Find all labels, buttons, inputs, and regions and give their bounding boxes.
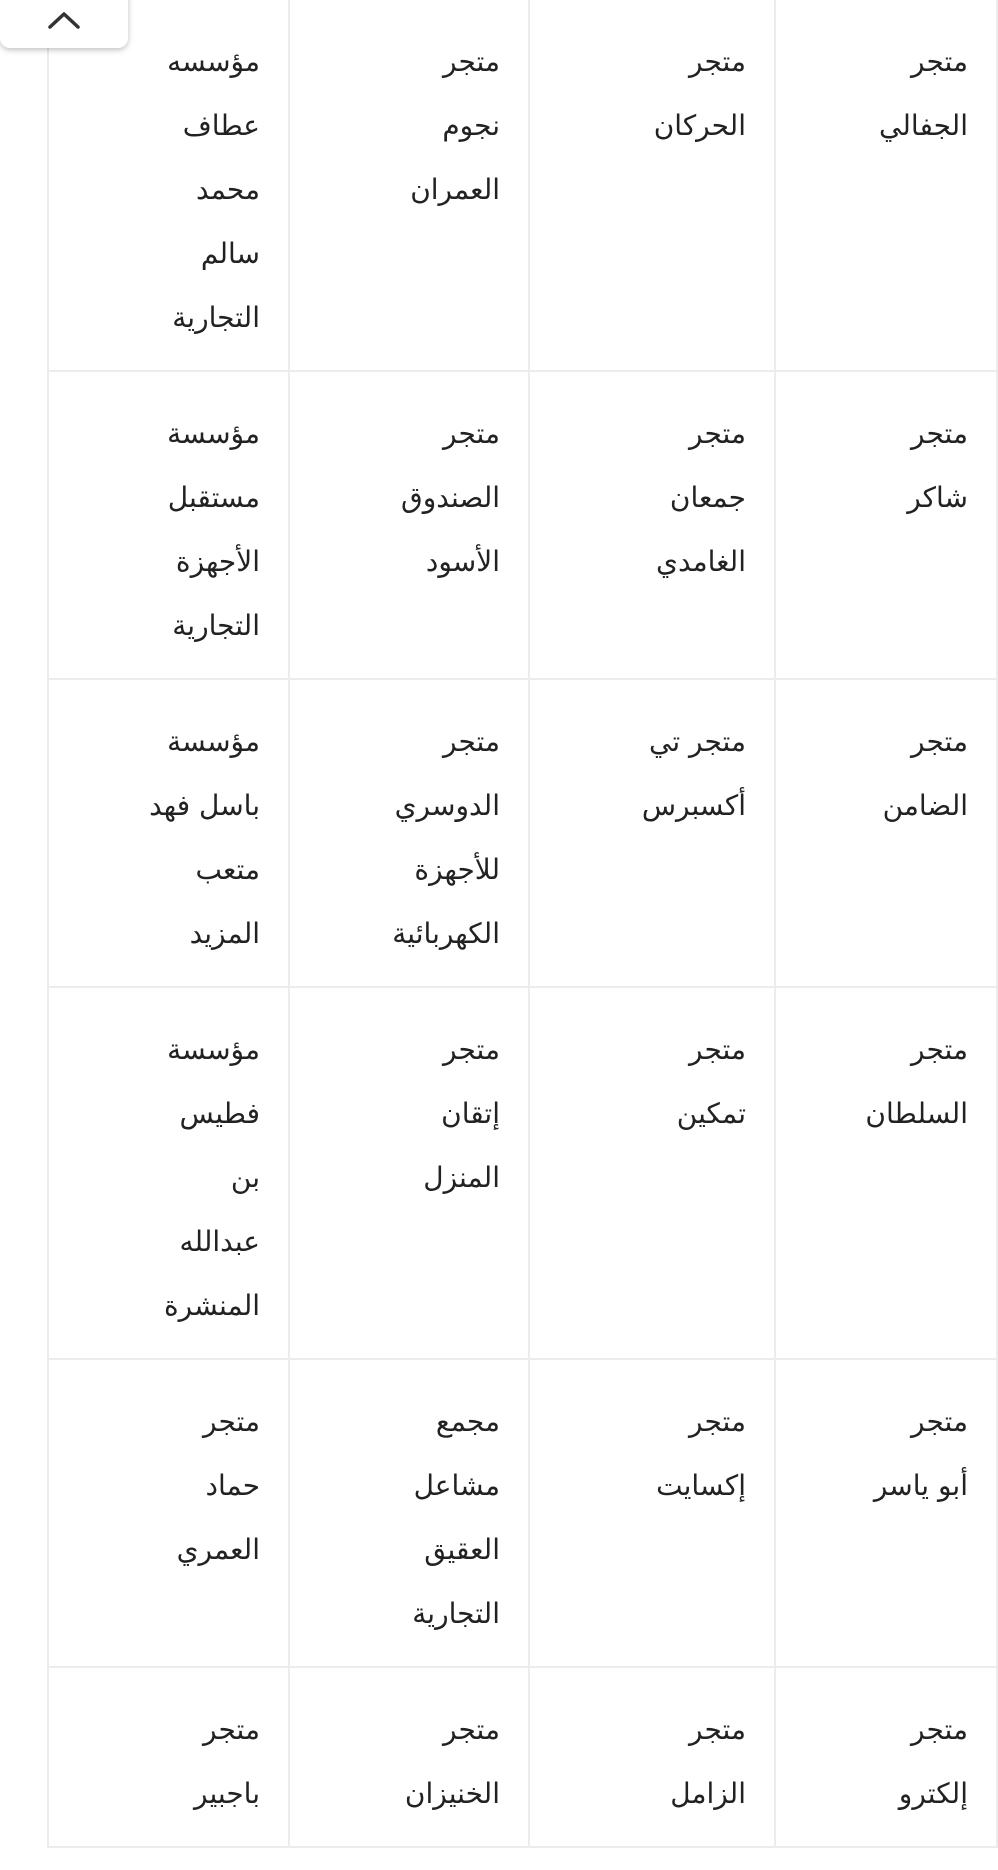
table-cell <box>48 987 289 1359</box>
table-row <box>48 1359 997 1667</box>
store-name: متجر أبو ياسر <box>873 1405 968 1502</box>
store-name: متجر الصندوق الأسود <box>401 417 500 578</box>
store-name: متجر الجفالي <box>879 45 968 142</box>
store-name: متجر حماد العمري <box>176 1405 260 1566</box>
store-name: مؤسسة فطيس بن عبدالله المنشرة <box>163 1033 260 1322</box>
store-name: متجر إلكترو <box>898 1713 968 1810</box>
store-name: متجر شاكر <box>907 417 968 514</box>
table-cell <box>48 679 289 987</box>
table-cell <box>48 1359 289 1667</box>
table-cell <box>775 1667 997 1847</box>
table-cell <box>48 371 289 679</box>
table-cell <box>775 679 997 987</box>
table-cell <box>529 0 775 371</box>
table-cell <box>529 987 775 1359</box>
table-cell <box>289 1359 529 1667</box>
table-row <box>48 679 997 987</box>
table-cell <box>529 679 775 987</box>
store-name: مؤسسة باسل فهد متعب المزيد <box>149 725 260 950</box>
table-cell <box>289 679 529 987</box>
store-name: متجر تمكين <box>676 1033 746 1130</box>
store-name: متجر باجبير <box>194 1713 260 1810</box>
table-cell <box>289 1667 529 1847</box>
store-name: متجر الضامن <box>882 725 968 822</box>
table-row <box>48 987 997 1359</box>
table-cell <box>289 371 529 679</box>
table-cell <box>775 987 997 1359</box>
store-name: متجر إتقان المنزل <box>423 1033 500 1194</box>
table-row <box>48 371 997 679</box>
store-name: متجر السلطان <box>865 1033 968 1130</box>
store-name: مؤسسه عطاف محمد سالم التجارية <box>167 45 260 334</box>
table-cell <box>289 987 529 1359</box>
store-name: مؤسسة مستقبل الأجهزة التجارية <box>167 417 260 642</box>
table-cell <box>775 371 997 679</box>
table-cell <box>529 1667 775 1847</box>
table-cell <box>775 1359 997 1667</box>
store-name: متجر تي أكسبرس <box>641 725 746 822</box>
table-cell <box>529 1359 775 1667</box>
table-cell <box>529 371 775 679</box>
store-name: متجر نجوم العمران <box>410 45 500 206</box>
store-name: متجر إكسايت <box>656 1405 746 1502</box>
store-name: مجمع مشاعل العقيق التجارية <box>412 1405 500 1630</box>
table-cell <box>775 0 997 371</box>
table-row <box>48 0 997 371</box>
store-name: متجر الخنيزان <box>404 1713 500 1810</box>
collapse-button[interactable] <box>0 0 128 48</box>
store-name: متجر الحركان <box>653 45 746 142</box>
store-name: متجر الدوسري للأجهزة الكهربائية <box>392 725 500 950</box>
store-name: متجر جمعان الغامدي <box>656 417 746 578</box>
chevron-up-icon <box>47 10 81 30</box>
table-cell <box>48 1667 289 1847</box>
store-name: متجر الزامل <box>670 1713 746 1810</box>
table-cell <box>48 0 289 371</box>
stores-table <box>47 0 998 1848</box>
table-row <box>48 1667 997 1847</box>
table-cell <box>289 0 529 371</box>
